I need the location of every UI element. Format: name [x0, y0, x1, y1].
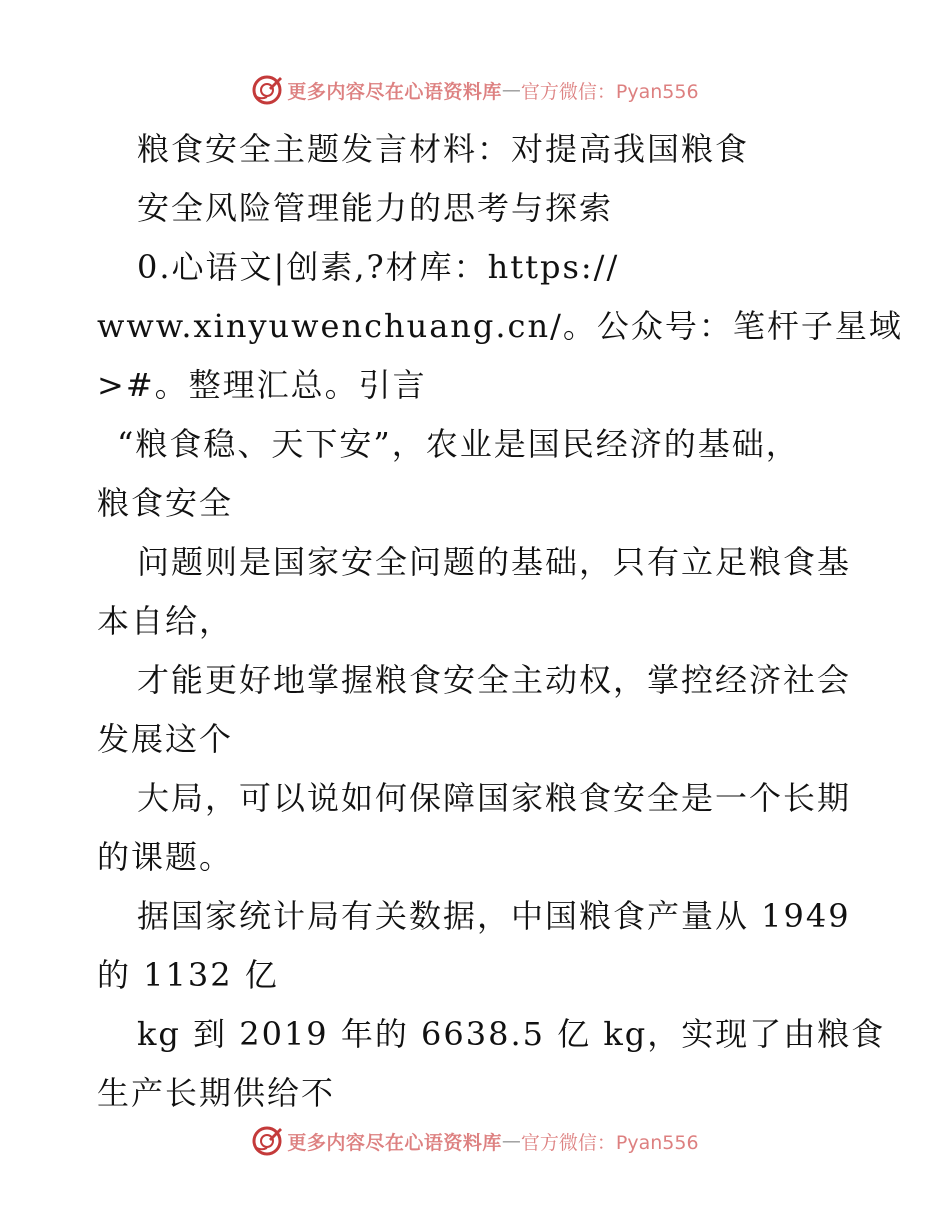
title-line-1: 粮食安全主题发言材料：对提高我国粮食: [137, 130, 750, 168]
body-line: 的 1132 亿: [97, 956, 279, 994]
body-line: 生产长期供给不: [97, 1074, 336, 1112]
header-banner: [0, 70, 950, 110]
body-line: >#。整理汇总。引言: [97, 366, 427, 404]
pen-logo-icon: [251, 1125, 283, 1157]
body-line: 问题则是国家安全问题的基础，只有立足粮食基: [137, 543, 852, 581]
document-body: [97, 120, 903, 1123]
banner-separator: —: [501, 1130, 521, 1152]
body-line: 本自给，: [97, 602, 234, 640]
body-line: 才能更好地掌握粮食安全主动权，掌控经济社会: [137, 661, 852, 699]
body-line: 0.心语文|创素,?材库：https://: [137, 248, 620, 286]
body-line: www.xinyuwenchuang.cn/。公众号：笔杆子星域: [97, 307, 903, 345]
banner-title: 更多内容尽在心语资料库: [287, 1131, 502, 1154]
body-line: 大局，可以说如何保障国家粮食安全是一个长期: [137, 779, 852, 817]
body-line: 的课题。: [97, 838, 234, 876]
body-line: 粮食安全: [97, 484, 234, 522]
pen-logo-icon: [251, 74, 283, 106]
title-line-2: 安全风险管理能力的思考与探索: [137, 189, 614, 227]
banner-separator: —: [501, 79, 521, 101]
body-line: kg 到 2019 年的 6638.5 亿 kg，实现了由粮食: [137, 1015, 886, 1053]
body-line: “粮食稳、天下安”，农业是国民经济的基础，: [117, 425, 800, 463]
body-line: 据国家统计局有关数据，中国粮食产量从 1949: [137, 897, 851, 935]
banner-title: 更多内容尽在心语资料库: [287, 80, 502, 103]
body-line: 发展这个: [97, 720, 234, 758]
banner-wechat: 官方微信：Pyan556: [520, 80, 699, 103]
footer-banner: [0, 1121, 950, 1161]
banner-wechat: 官方微信：Pyan556: [520, 1131, 699, 1154]
